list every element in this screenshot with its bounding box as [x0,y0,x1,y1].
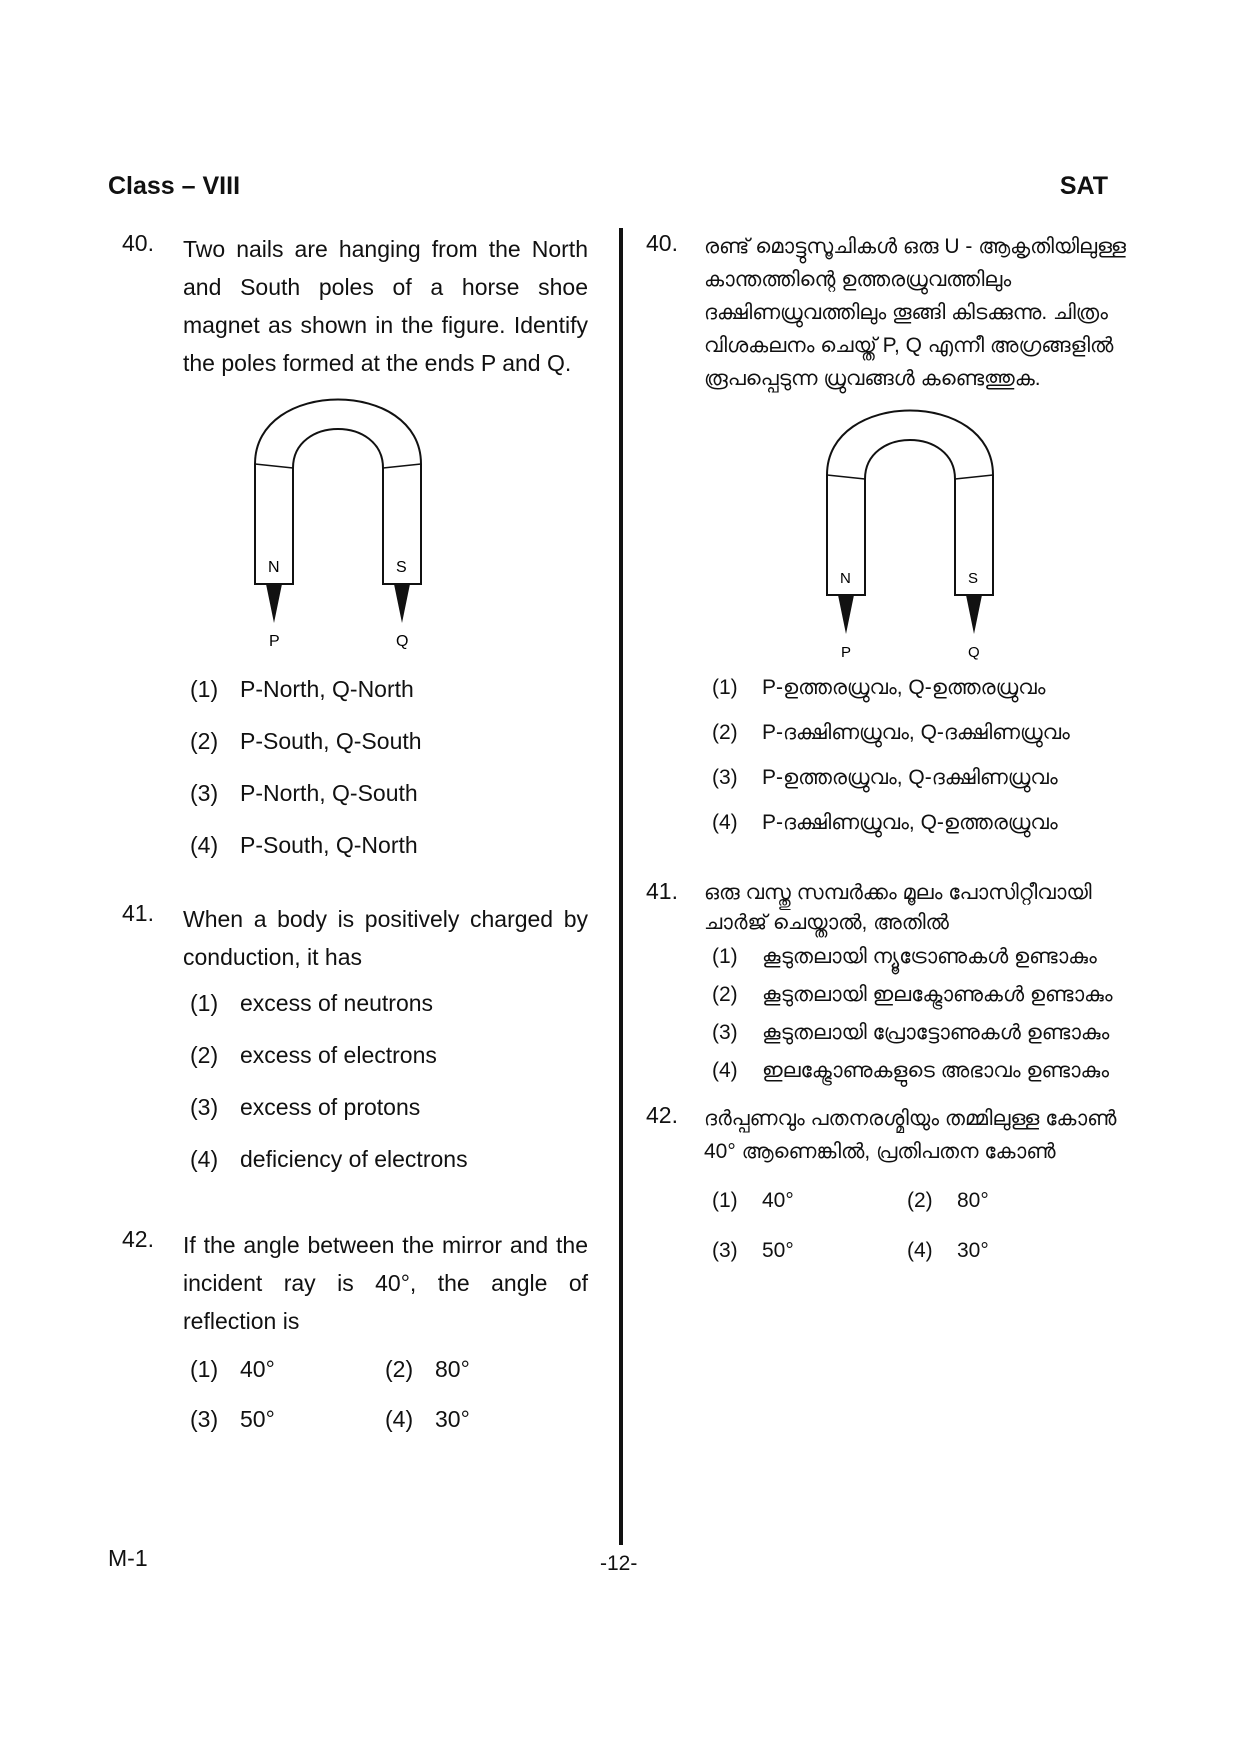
options-grid [712,1186,1140,1266]
pole-label-s: S [968,570,979,587]
option-text: excess of neutrons [240,990,434,1016]
option-number: (3) [190,1406,219,1432]
option-1 [712,673,1140,703]
booklet-code: M-1 [108,1545,148,1571]
option-number: (1) [712,676,738,699]
option-text: 30° [435,1406,470,1432]
option-text: excess of electrons [240,1042,437,1068]
pole-label-n: N [268,559,280,576]
option-2 [190,1040,588,1070]
pole-label-s: S [396,559,407,576]
option-text: 40° [240,1356,275,1382]
option-text: P-South, Q-South [240,728,422,754]
option-text: 50° [240,1406,275,1432]
question-number: 40. [646,230,678,256]
option-4 [907,1236,1102,1266]
exam-label: SAT [1059,172,1108,200]
question-41-en [108,900,588,1174]
horseshoe-magnet-figure [253,396,588,666]
option-text: P-North, Q-South [240,780,418,806]
end-label-p: P [269,633,280,650]
option-number: (4) [712,1059,738,1082]
question-text: Two nails are hanging from the North and South poles of a horse shoe magnet as shown in the figure. Identify the poles formed at the ends P and Q. [183,236,588,376]
option-1 [190,988,588,1018]
question-40-ml [640,230,1140,838]
option-number: (2) [190,1042,219,1068]
option-text: excess of protons [240,1094,421,1120]
option-text: കൂടുതലായി ഇലക്ട്രോണുകൾ ഉണ്ടാകും [762,983,1113,1006]
option-2 [190,726,588,756]
option-number: (2) [385,1356,414,1382]
option-number: (1) [190,1356,219,1382]
option-number: (3) [712,1021,738,1044]
option-number: (4) [190,1146,219,1172]
end-label-p: P [841,644,852,661]
question-number: 40. [122,230,154,256]
option-text: P-ദക്ഷിണധ്രുവം, Q-ദക്ഷിണധ്രുവം [762,721,1070,744]
option-4 [190,830,588,860]
option-text: 50° [762,1239,794,1262]
question-42-ml [640,1102,1140,1266]
option-number: (3) [712,1239,738,1262]
question-text: രണ്ട് മൊട്ടുസൂചികൾ ഒരു U - ആകൃതിയിലുള്ള കാന്തത്തിന്റെ ഉത്തരധ്രുവത്തിലും ദക്ഷിണധ്രുവത്തിലും തൂങ്ങി കിടക്കുന്നു. ചിത്രം വിശകലനം ചെയ്ത് P, Q എന്നീ അഗ്രങ്ങളിൽ രൂപപ്പെടുന്ന ധ്രുവങ്ങൾ കണ്ടെത്തുക. [704,235,1126,390]
option-4 [712,1056,1140,1086]
option-3 [712,1236,907,1266]
pole-label-n: N [840,570,851,587]
option-text: കൂടുതലായി പ്രോട്ടോണുകൾ ഉണ്ടാകും [762,1021,1110,1044]
question-number: 41. [122,900,154,926]
end-label-q: Q [396,633,409,650]
option-text: P-ഉത്തരധ്രുവം, Q-ഉത്തരധ്രുവം [762,676,1046,699]
page-number: -12- [600,1552,638,1575]
question-42-en [108,1226,588,1434]
malayalam-column [640,230,1140,1266]
option-number: (4) [190,832,219,858]
question-text: ഒരു വസ്തു സമ്പർക്കം മൂലം പോസിറ്റീവായി ചാർജ് ചെയ്താൽ, അതിൽ [704,881,1092,934]
option-number: (1) [190,990,219,1016]
option-number: (1) [190,676,219,702]
class-label: Class – VIII [108,172,241,200]
question-text: If the angle between the mirror and the incident ray is 40°, the angle of reflection is [183,1232,588,1334]
column-divider [619,228,623,1545]
option-text: 40° [762,1189,794,1212]
question-40-en [108,230,588,860]
option-number: (2) [712,721,738,744]
question-text: When a body is positively charged by conduction, it has [183,906,588,970]
english-column [108,230,588,1434]
question-41-ml [640,878,1140,1086]
horseshoe-magnet-icon [253,396,423,651]
option-2 [712,718,1140,748]
question-number: 42. [646,1102,678,1128]
option-text: P-North, Q-North [240,676,414,702]
option-text: deficiency of electrons [240,1146,468,1172]
option-text: 80° [435,1356,470,1382]
question-number: 42. [122,1226,154,1252]
option-3 [190,1092,588,1122]
option-text: ഇലക്ട്രോണുകളുടെ അഭാവം ഉണ്ടാകും [762,1059,1110,1082]
option-1 [712,942,1140,972]
option-text: 30° [957,1239,989,1262]
option-text: P-South, Q-North [240,832,418,858]
option-1 [190,674,588,704]
option-2 [712,980,1140,1010]
options-list [712,673,1140,838]
option-4 [190,1144,588,1174]
question-number: 41. [646,878,678,904]
option-number: (3) [190,1094,219,1120]
option-3 [712,1018,1140,1048]
option-1 [712,1186,907,1216]
option-3 [190,778,588,808]
option-number: (4) [385,1406,414,1432]
option-number: (3) [190,780,219,806]
option-text: P-ദക്ഷിണധ്രുവം, Q-ഉത്തരധ്രുവം [762,811,1058,834]
options-grid [190,1354,588,1434]
option-2 [385,1354,580,1384]
horseshoe-magnet-icon [825,407,995,662]
option-3 [712,763,1140,793]
page-header [108,172,1108,201]
option-4 [712,808,1140,838]
option-number: (4) [907,1239,933,1262]
options-list [712,942,1140,1086]
question-text: ദർപ്പണവും പതനരശ്മിയും തമ്മിലുള്ള കോൺ 40° ആണെങ്കിൽ, പ്രതിപതന കോൺ [704,1107,1117,1163]
option-number: (2) [190,728,219,754]
option-1 [190,1354,385,1384]
option-number: (1) [712,945,738,968]
horseshoe-magnet-figure [825,407,1140,669]
option-2 [907,1186,1102,1216]
end-label-q: Q [968,644,980,661]
option-number: (1) [712,1189,738,1212]
options-list [190,674,588,860]
option-3 [190,1404,385,1434]
options-list [190,988,588,1174]
option-text: P-ഉത്തരധ്രുവം, Q-ദക്ഷിണധ്രുവം [762,766,1058,789]
option-number: (4) [712,811,738,834]
option-4 [385,1404,580,1434]
option-text: 80° [957,1189,989,1212]
option-number: (2) [712,983,738,1006]
option-number: (2) [907,1189,933,1212]
option-text: കൂടുതലായി ന്യൂട്രോണുകൾ ഉണ്ടാകും [762,945,1097,968]
option-number: (3) [712,766,738,789]
